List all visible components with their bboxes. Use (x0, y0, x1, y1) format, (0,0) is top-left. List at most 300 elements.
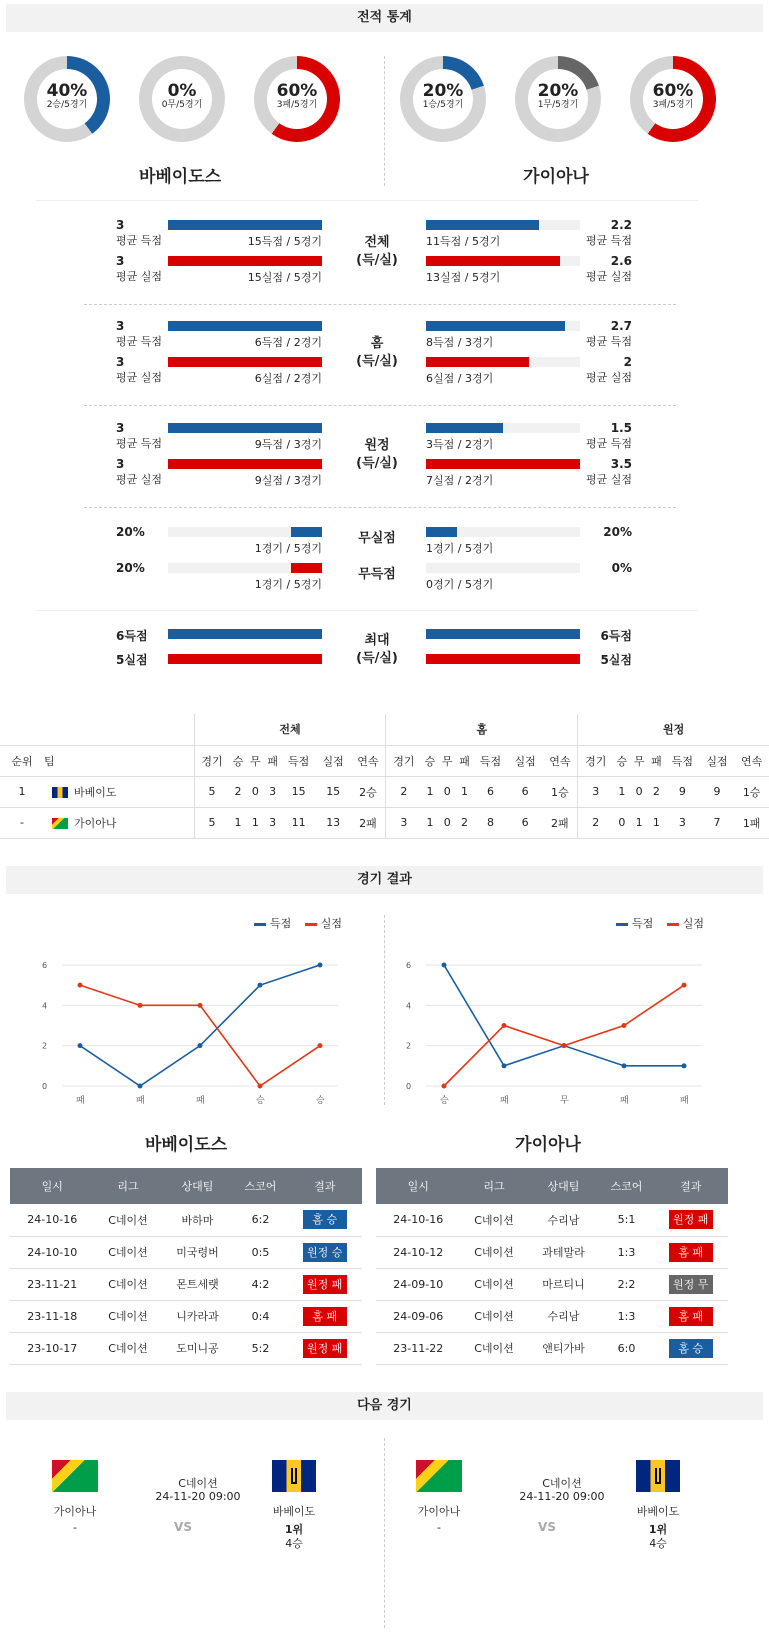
y-tick-label: 2 (406, 1041, 412, 1051)
data-point (442, 1084, 447, 1089)
standings-col-header: 실점 (508, 745, 543, 776)
home-team[interactable]: 가이아나 (53, 1505, 97, 1518)
legend-scored: 득점 (270, 917, 292, 930)
right-bar-caption: 13실점 / 5경기 (426, 271, 501, 284)
series-line-conceded (444, 985, 684, 1086)
donut-percent: 60% (276, 81, 318, 101)
league: C네이션 (178, 1477, 218, 1490)
result-badge: 원정 무 (669, 1275, 713, 1294)
divider (384, 56, 385, 186)
divider (36, 200, 698, 201)
data-point (198, 1043, 203, 1048)
data-point (78, 1043, 83, 1048)
donut-percent: 40% (46, 81, 88, 101)
standings-col-header: 연속 (350, 745, 385, 776)
results-outcome (653, 1268, 728, 1300)
donut-team-a-win (24, 56, 110, 142)
bar-fill-left (291, 527, 322, 537)
results-row (10, 1268, 362, 1300)
results-score: 4:2 (233, 1268, 287, 1300)
standings-col-header: 득점 (281, 745, 316, 776)
left-bar-caption: 9실점 / 3경기 (254, 474, 322, 487)
standings-cell: 1 (421, 807, 438, 838)
standings-col-header: 승 (613, 745, 630, 776)
standings-col-header: 실점 (700, 745, 735, 776)
bar-fill-right (426, 527, 457, 537)
standings-group-header: 전체 (194, 714, 386, 745)
results-opponent[interactable]: 수리남 (528, 1300, 600, 1332)
max-goals-left: 6득점 (116, 629, 148, 643)
standings-cell: 2 (456, 807, 473, 838)
guyana-flag-icon (52, 818, 68, 829)
bar-fill-left (168, 357, 322, 367)
right-stat-label: 평균 득점 (585, 234, 632, 247)
data-point (78, 983, 83, 988)
bar-fill-left (168, 423, 322, 433)
block-label (332, 335, 422, 371)
standings-cell: 6 (508, 807, 543, 838)
standings-cell: 3 (578, 776, 613, 807)
away-team[interactable]: 바베이도 (636, 1505, 680, 1518)
left-bar-caption: 6득점 / 2경기 (254, 336, 322, 349)
data-point (622, 1063, 627, 1068)
results-col-header: 리그 (95, 1168, 162, 1204)
results-date: 23-11-22 (376, 1332, 461, 1364)
max-bar-right-conceded (426, 654, 580, 664)
donut-team-b-draw (515, 56, 601, 142)
block-label (332, 234, 422, 270)
results-score: 0:4 (233, 1300, 287, 1332)
standings-col-header: 패 (648, 745, 665, 776)
results-outcome (287, 1204, 362, 1236)
results-opponent[interactable]: 미국령버 (162, 1236, 234, 1268)
standings-col-header: 실점 (316, 745, 351, 776)
max-bar-left-goals (168, 629, 322, 639)
standings-cell: 0 (613, 807, 630, 838)
data-point (502, 1063, 507, 1068)
standings-col-header: 승 (421, 745, 438, 776)
results-col-header: 일시 (10, 1168, 95, 1204)
results-score: 5:2 (233, 1332, 287, 1364)
results-date: 23-10-17 (10, 1332, 95, 1364)
results-league: C네이션 (95, 1268, 162, 1300)
left-value: 3 (116, 218, 125, 232)
results-row (10, 1236, 362, 1268)
max-bar-left-conceded (168, 654, 322, 664)
results-col-header: 상대팀 (528, 1168, 600, 1204)
right-stat-label: 평균 실점 (585, 371, 632, 384)
results-row (376, 1332, 728, 1364)
results-row (10, 1332, 362, 1364)
donut-caption: 1승/5경기 (422, 100, 464, 110)
bar-fill-left (168, 459, 322, 469)
legend-conceded: 실점 (682, 917, 705, 930)
barbados-flag-icon (52, 787, 68, 798)
bar-fill-right (426, 220, 539, 230)
left-value: 20% (116, 561, 145, 575)
y-tick-label: 6 (406, 961, 412, 970)
left-stat-label: 평균 득점 (116, 234, 163, 247)
right-bar-caption: 1경기 / 5경기 (426, 542, 494, 555)
data-point (138, 1003, 143, 1008)
x-tick-label: 승 (316, 1096, 325, 1106)
data-point (138, 1084, 143, 1089)
standings-col-header: 경기 (386, 745, 421, 776)
block-label-sub: (득/실) (356, 354, 398, 369)
results-outcome (653, 1332, 728, 1364)
standings-group-header: 홈 (386, 714, 578, 745)
left-value: 3 (116, 421, 125, 435)
results-col-header: 일시 (376, 1168, 461, 1204)
standings-cell: 2승 (350, 776, 385, 807)
standings-cell: 1승 (542, 776, 577, 807)
data-point (622, 1023, 627, 1028)
donut-percent: 0% (167, 81, 197, 101)
right-value: 20% (603, 525, 632, 539)
standings-cell: 1 (456, 776, 473, 807)
recent-results-team-a (10, 1168, 362, 1365)
results-league: C네이션 (95, 1300, 162, 1332)
result-badge: 원정 패 (669, 1210, 713, 1229)
right-value: 2.2 (610, 218, 632, 232)
donut-team-b-loss (630, 56, 716, 142)
results-col-header: 결과 (287, 1168, 362, 1204)
standings-col-header: 연속 (734, 745, 769, 776)
away-streak: 4승 (649, 1537, 667, 1550)
standings-row (0, 776, 769, 807)
team-b-name: 가이아나 (515, 1135, 581, 1155)
standings-cell: 3 (665, 807, 700, 838)
results-score: 0:5 (233, 1236, 287, 1268)
max-conceded-left: 5실점 (116, 653, 148, 667)
data-point (682, 1063, 687, 1068)
standings-cell: 0 (439, 776, 456, 807)
standings-cell: 1승 (734, 776, 769, 807)
standings-group-blank (0, 714, 194, 745)
donut-caption: 3패/5경기 (652, 100, 694, 110)
standings-cell: 1 (648, 807, 665, 838)
results-col-header: 상대팀 (162, 1168, 234, 1204)
results-league: C네이션 (461, 1204, 528, 1236)
home-rank: - (437, 1521, 441, 1534)
results-league: C네이션 (95, 1236, 162, 1268)
result-badge: 홈 패 (303, 1307, 347, 1326)
donut-percent: 60% (652, 81, 694, 101)
results-league: C네이션 (461, 1300, 528, 1332)
donut-team-a-draw (139, 56, 225, 142)
standings-col-header: 무 (630, 745, 647, 776)
right-stat-label: 평균 실점 (585, 270, 632, 283)
vs-label: VS (174, 1520, 192, 1534)
standings-cell: 0 (630, 776, 647, 807)
results-col-header: 리그 (461, 1168, 528, 1204)
left-bar-caption: 15실점 / 5경기 (247, 271, 322, 284)
x-tick-label: 패 (76, 1096, 85, 1106)
data-point (318, 963, 323, 968)
results-score: 6:2 (233, 1204, 287, 1236)
divider (384, 1438, 385, 1628)
results-row (376, 1300, 728, 1332)
stats-section-header: 전적 통계 (6, 4, 763, 32)
block-label-sub: (득/실) (356, 253, 398, 268)
results-outcome (653, 1204, 728, 1236)
right-value: 3.5 (610, 457, 632, 471)
donut-center (37, 69, 97, 129)
standings-col-header: 득점 (473, 745, 508, 776)
standings-col-header: 득점 (665, 745, 700, 776)
away-streak: 4승 (285, 1537, 303, 1550)
right-stat-label: 평균 실점 (585, 473, 632, 486)
results-score: 6:0 (599, 1332, 653, 1364)
results-col-header: 스코어 (599, 1168, 653, 1204)
line-chart-team-b (384, 950, 724, 1110)
zero-label: 무실점 (358, 531, 396, 546)
results-date: 24-10-10 (10, 1236, 95, 1268)
results-score: 2:2 (599, 1268, 653, 1300)
left-value: 3 (116, 319, 125, 333)
x-tick-label: 승 (256, 1096, 265, 1106)
standings-cell: 0 (439, 807, 456, 838)
away-team[interactable]: 바베이도 (272, 1505, 316, 1518)
vs-label: VS (538, 1520, 556, 1534)
x-tick-label: 패 (620, 1096, 629, 1106)
bar-track (426, 563, 580, 573)
results-opponent[interactable]: 앤티가바 (528, 1332, 600, 1364)
standings-group-header: 원정 (578, 714, 769, 745)
donut-caption: 2승/5경기 (46, 100, 88, 110)
results-outcome (653, 1236, 728, 1268)
results-row (10, 1204, 362, 1236)
result-badge: 홈 패 (669, 1307, 713, 1326)
standings-table (0, 714, 769, 839)
left-value: 3 (116, 457, 125, 471)
left-bar-caption: 1경기 / 5경기 (254, 578, 322, 591)
donut-caption: 3패/5경기 (276, 100, 318, 110)
results-outcome (287, 1268, 362, 1300)
results-score: 1:3 (599, 1300, 653, 1332)
standings-cell: 2패 (542, 807, 577, 838)
results-row (10, 1300, 362, 1332)
standings-team[interactable] (44, 807, 194, 838)
right-bar-caption: 0경기 / 5경기 (426, 578, 494, 591)
team-a-name: 바베이도스 (144, 1135, 228, 1155)
league: C네이션 (542, 1477, 582, 1490)
standings-cell: 6 (473, 776, 508, 807)
legend-scored: 득점 (632, 917, 654, 930)
results-opponent[interactable]: 몬트세랫 (162, 1268, 234, 1300)
data-point (318, 1043, 323, 1048)
standings-cell: 2패 (350, 807, 385, 838)
bar-fill-right (426, 423, 503, 433)
results-date: 24-10-16 (10, 1204, 95, 1236)
x-tick-label: 패 (680, 1096, 689, 1106)
block-label-sub: (득/실) (356, 456, 398, 471)
standings-cell: 1 (247, 807, 264, 838)
results-date: 24-09-06 (376, 1300, 461, 1332)
results-col-header: 결과 (653, 1168, 728, 1204)
standings-cell: 1 (613, 776, 630, 807)
series-line-scored (80, 965, 320, 1086)
donut-team-b-win (400, 56, 486, 142)
results-date: 24-10-16 (376, 1204, 461, 1236)
right-value: 2 (623, 355, 632, 369)
left-bar-caption: 6실점 / 2경기 (254, 372, 322, 385)
standings-cell: 11 (281, 807, 316, 838)
x-tick-label: 패 (136, 1096, 145, 1106)
right-value: 2.7 (610, 319, 632, 333)
block-label-title: 전체 (364, 235, 390, 250)
bar-fill-right (426, 256, 560, 266)
y-tick-label: 4 (42, 1001, 48, 1011)
standings-col-header: 승 (229, 745, 246, 776)
match-datetime: 24-11-20 09:00 (155, 1490, 241, 1503)
standings-cell: 6 (508, 776, 543, 807)
standings-cell: 9 (700, 776, 735, 807)
left-bar-caption: 15득점 / 5경기 (247, 235, 322, 248)
standings-col-header: 팀 (44, 745, 194, 776)
x-tick-label: 무 (560, 1096, 569, 1106)
results-date: 24-09-10 (376, 1268, 461, 1300)
right-stat-label: 평균 득점 (585, 437, 632, 450)
donut-caption: 0무/5경기 (161, 100, 203, 110)
result-badge: 원정 패 (303, 1275, 347, 1294)
result-badge: 원정 패 (303, 1339, 347, 1358)
data-point (258, 983, 263, 988)
results-col-header: 스코어 (233, 1168, 287, 1204)
standings-rank: 1 (0, 776, 44, 807)
result-badge: 홈 승 (303, 1210, 347, 1229)
standings-col-header: 무 (439, 745, 456, 776)
results-league: C네이션 (461, 1332, 528, 1364)
next-section-header: 다음 경기 (6, 1392, 763, 1420)
results-row (376, 1204, 728, 1236)
donut-percent: 20% (422, 81, 464, 101)
standings-team[interactable] (44, 776, 194, 807)
standings-cell: 5 (194, 807, 229, 838)
home-team[interactable]: 가이아나 (417, 1505, 461, 1518)
donut-center (413, 69, 473, 129)
standings-cell: 8 (473, 807, 508, 838)
bar-fill-right (426, 321, 565, 331)
bar-fill-right (426, 459, 580, 469)
standings-cell: 1 (229, 807, 246, 838)
y-tick-label: 4 (406, 1001, 412, 1011)
left-stat-label: 평균 득점 (116, 335, 163, 348)
results-date: 23-11-21 (10, 1268, 95, 1300)
right-value: 0% (611, 561, 632, 575)
legend-swatch-scored (254, 923, 266, 926)
left-stat-label: 평균 실점 (116, 270, 163, 283)
y-tick-label: 2 (42, 1041, 48, 1051)
result-badge: 홈 승 (669, 1339, 713, 1358)
y-tick-label: 0 (406, 1082, 412, 1091)
x-tick-label: 패 (196, 1096, 205, 1106)
results-opponent[interactable]: 니카라과 (162, 1300, 234, 1332)
results-league: C네이션 (95, 1332, 162, 1364)
standings-cell: 2 (648, 776, 665, 807)
results-opponent[interactable]: 마르티니 (528, 1268, 600, 1300)
left-value: 3 (116, 355, 125, 369)
bar-fill-right (426, 357, 529, 367)
standings-col-header: 경기 (578, 745, 613, 776)
standings-row (0, 807, 769, 838)
left-bar-caption: 9득점 / 3경기 (254, 438, 322, 451)
divider (84, 507, 676, 508)
results-league: C네이션 (461, 1268, 528, 1300)
standings-cell: 1 (421, 776, 438, 807)
results-score: 1:3 (599, 1236, 653, 1268)
results-opponent[interactable]: 도미니공 (162, 1332, 234, 1364)
team-a-name: 바베이도스 (138, 167, 222, 187)
home-rank: - (73, 1521, 77, 1534)
standings-team-name: 가이아나 (74, 816, 117, 830)
standings-cell: 5 (194, 776, 229, 807)
away-rank: 1위 (648, 1523, 668, 1536)
standings-col-header: 패 (456, 745, 473, 776)
data-point (562, 1043, 567, 1048)
guyana-flag-icon (416, 1460, 462, 1492)
x-tick-label: 패 (500, 1096, 509, 1106)
results-row (376, 1268, 728, 1300)
guyana-flag-icon (52, 1460, 98, 1492)
standings-cell: 0 (247, 776, 264, 807)
bar-fill-left (168, 321, 322, 331)
standings-cell: 2 (229, 776, 246, 807)
right-bar-caption: 7실점 / 2경기 (426, 474, 494, 487)
results-header-row (10, 1168, 362, 1204)
bar-fill-left (291, 563, 322, 573)
results-section-header: 경기 결과 (6, 866, 763, 894)
results-outcome (287, 1332, 362, 1364)
standings-team-name: 바베이도 (74, 785, 117, 799)
standings-cell: 13 (316, 807, 351, 838)
results-outcome (287, 1236, 362, 1268)
standings-col-header: 무 (247, 745, 264, 776)
standings-cell: 15 (281, 776, 316, 807)
results-opponent[interactable]: 바하마 (162, 1204, 234, 1236)
results-outcome (287, 1300, 362, 1332)
standings-col-header: 연속 (542, 745, 577, 776)
standings-col-header: 순위 (0, 745, 44, 776)
series-line-conceded (80, 985, 320, 1086)
donut-center (152, 69, 212, 129)
data-point (682, 983, 687, 988)
standings-cell: 3 (264, 807, 281, 838)
right-bar-caption: 3득점 / 2경기 (426, 438, 494, 451)
result-badge: 원정 승 (303, 1243, 347, 1262)
donut-center (643, 69, 703, 129)
right-value: 2.6 (610, 254, 632, 268)
standings-cell: 3 (386, 807, 421, 838)
results-opponent[interactable]: 수리남 (528, 1204, 600, 1236)
legend-swatch-scored (616, 923, 628, 926)
donut-center (528, 69, 588, 129)
legend-conceded: 실점 (320, 917, 343, 930)
results-opponent[interactable]: 과테말라 (528, 1236, 600, 1268)
max-label (332, 632, 422, 668)
legend-swatch-conceded (667, 923, 679, 926)
left-bar-caption: 1경기 / 5경기 (254, 542, 322, 555)
trident-icon (655, 1468, 661, 1484)
bar-fill-left (168, 220, 322, 230)
match-datetime: 24-11-20 09:00 (519, 1490, 605, 1503)
bar-fill-left (168, 256, 322, 266)
data-point (198, 1003, 203, 1008)
donut-percent: 20% (537, 81, 579, 101)
block-label (332, 437, 422, 473)
standings-cell: 7 (700, 807, 735, 838)
zero-label: 무득점 (358, 567, 396, 582)
